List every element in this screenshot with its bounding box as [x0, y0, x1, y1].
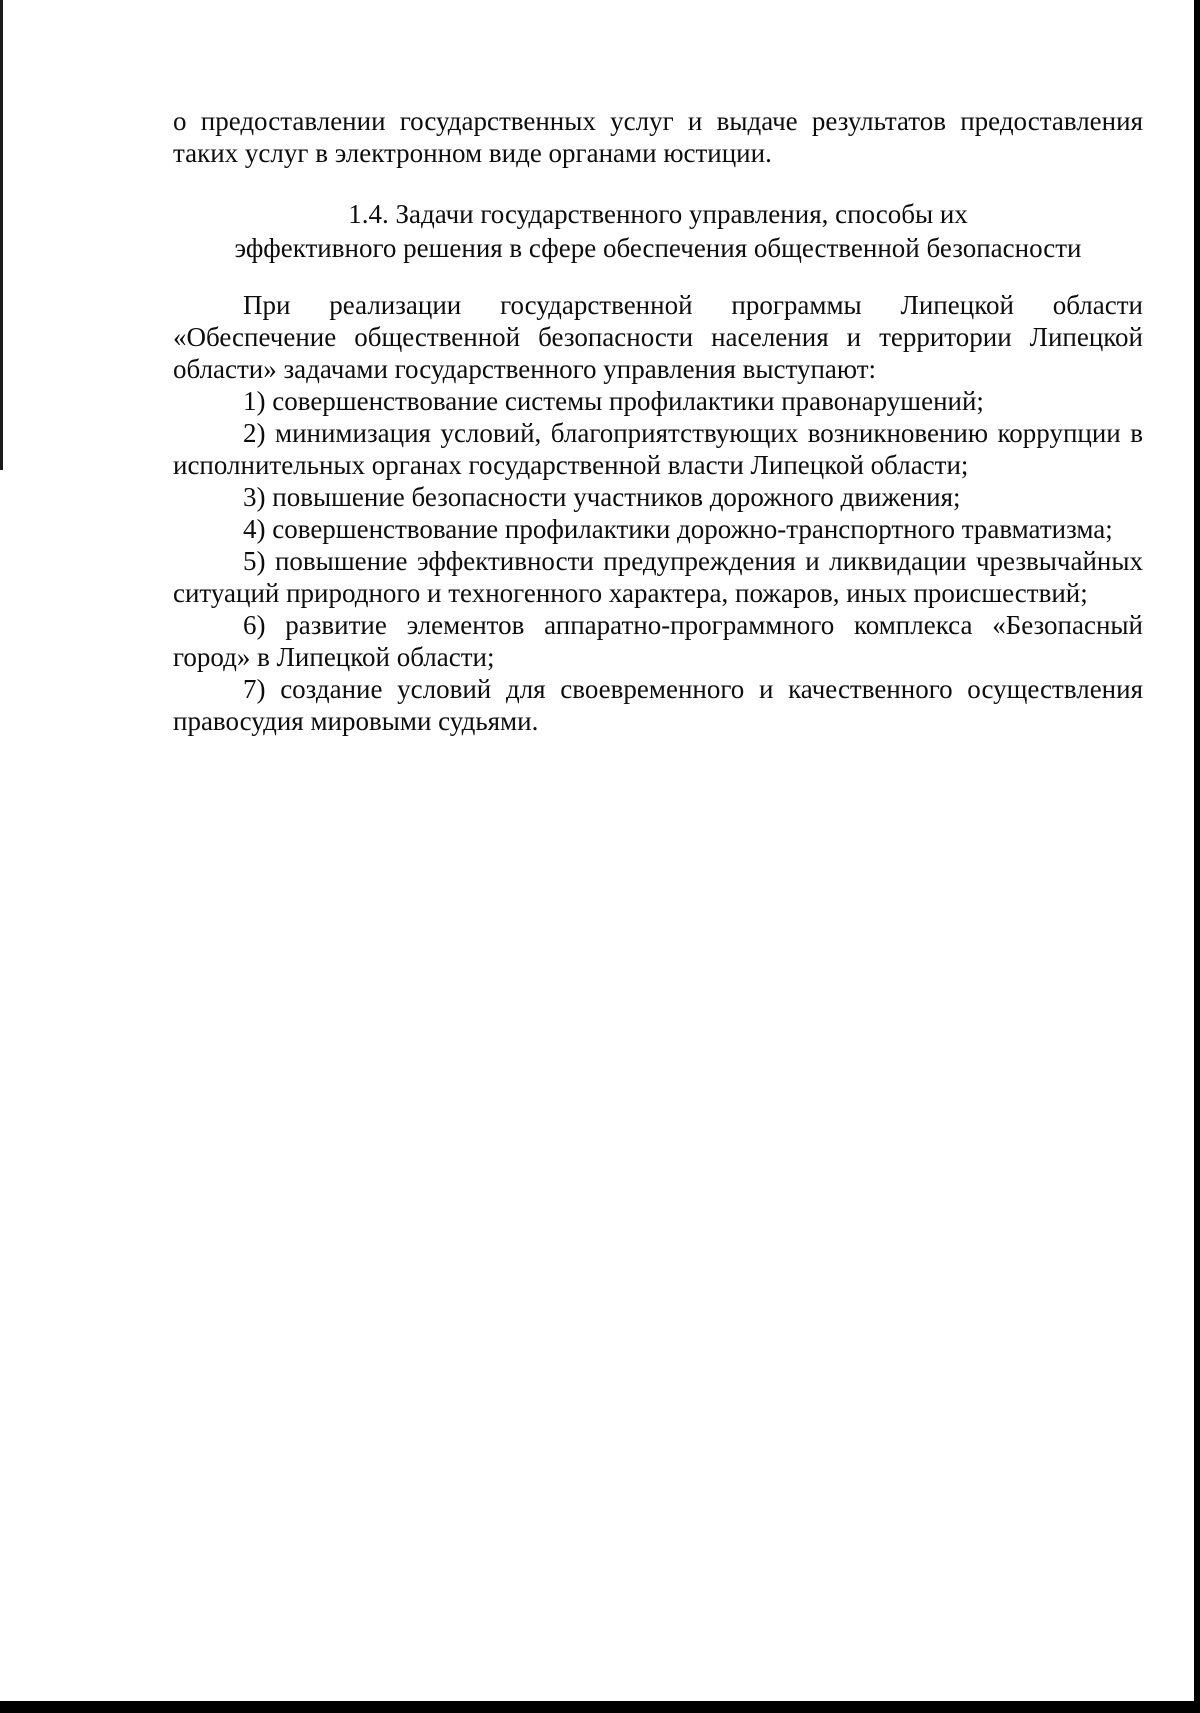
scan-edge-left: [0, 0, 3, 470]
task-item-3: 3) повышение безопасности участников дорожного движения;: [243, 482, 961, 512]
spacer: [173, 265, 1143, 289]
document-body: [173, 105, 1143, 737]
intro-paragraph: При реализации государственной программы Липецкой области «Обеспечение общественной безопасности населения и территории Липецкой области» задачами государственного управления выступают:: [173, 290, 1143, 384]
scan-edge-right: [1194, 0, 1200, 1713]
task-item-5: 5) повышение эффективности предупреждения и ликвидации чрезвычайных ситуаций природного и техногенного характера, пожаров, иных происшествий;: [173, 546, 1143, 608]
task-item-6: 6) развитие элементов аппаратно-программного комплекса «Безопасный город» в Липецкой области;: [173, 610, 1143, 672]
task-item-7: 7) создание условий для своевременного и качественного осуществления правосудия мировыми судьями.: [173, 674, 1143, 736]
task-item-4: 4) совершенствование профилактики дорожно-транспортного травматизма;: [243, 514, 1113, 544]
scan-edge-bottom: [0, 1701, 1200, 1713]
section-heading-line-2: эффективного решения в сфере обеспечения общественной безопасности: [234, 233, 1082, 263]
task-item-1: 1) совершенствование системы профилактики правонарушений;: [243, 386, 984, 416]
section-heading: [173, 197, 1143, 265]
task-item-2: 2) минимизация условий, благоприятствующих возникновению коррупции в исполнительных органах государственной власти Липецкой области;: [173, 418, 1143, 480]
continuation-paragraph: о предоставлении государственных услуг и выдаче результатов предоставления таких услуг в электронном виде органами юстиции.: [173, 106, 1143, 168]
section-heading-line-1: 1.4. Задачи государственного управления, способы их: [348, 199, 968, 229]
